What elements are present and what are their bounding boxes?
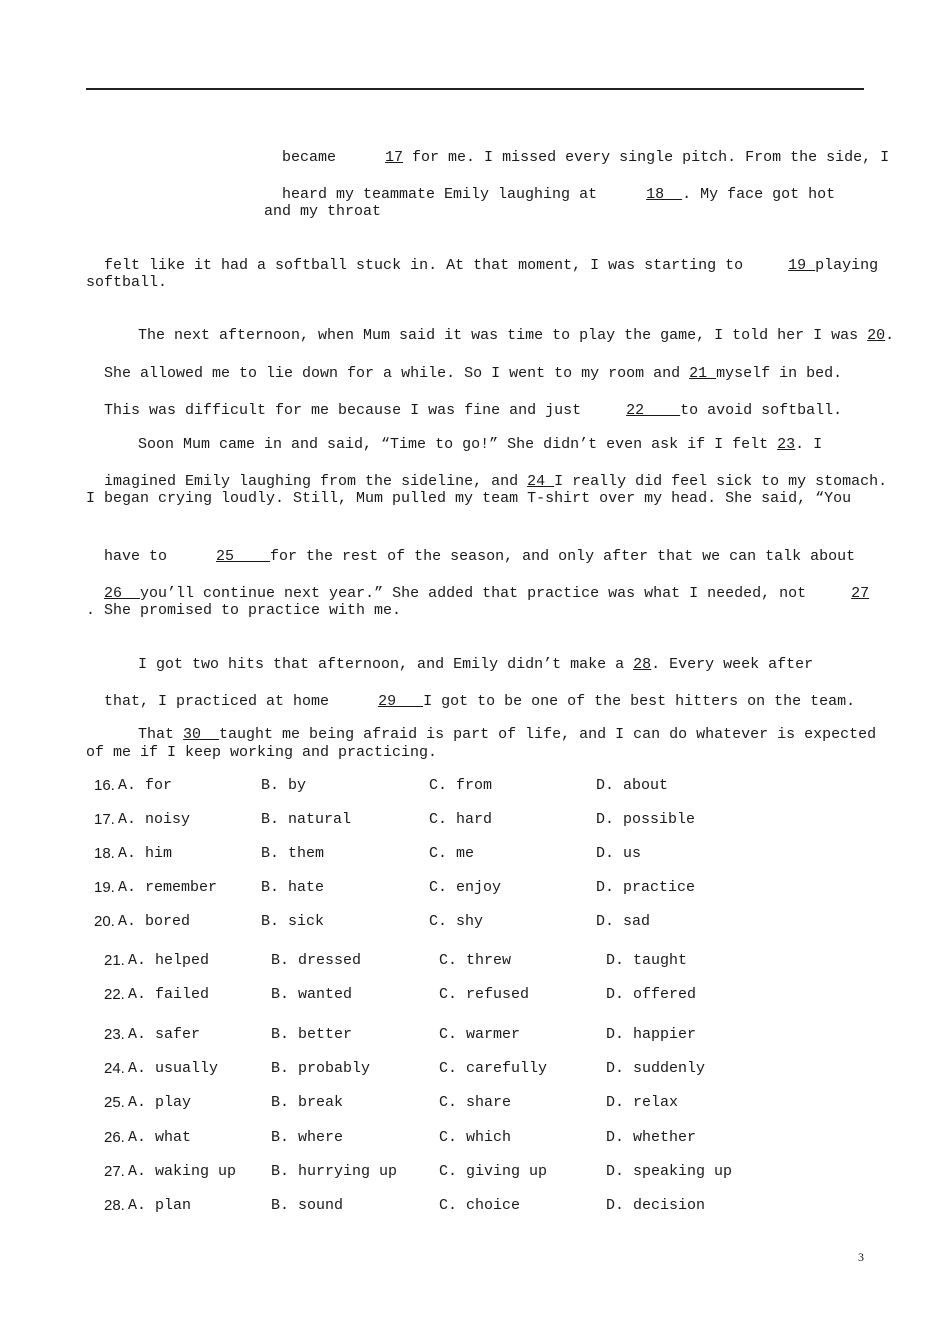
passage-line: heard my teammate Emily laughing at 18 . My face got hot (282, 186, 836, 203)
passage-line: imagined Emily laughing from the sideline, and 24 I really did feel sick to my stomach. (104, 473, 888, 490)
passage-line: She allowed me to lie down for a while. So I went to my room and 21 myself in bed. (104, 365, 843, 382)
passage-line: softball. (86, 274, 168, 291)
question-number: 21. (104, 952, 125, 969)
blank-19: 19 (788, 257, 816, 274)
option-c[interactable]: C. enjoy (429, 879, 502, 896)
option-b[interactable]: B. better (271, 1026, 353, 1043)
option-b[interactable]: B. break (271, 1094, 344, 1111)
option-a[interactable]: A. waking up (128, 1163, 237, 1180)
option-b[interactable]: B. hurrying up (271, 1163, 398, 1180)
option-d[interactable]: D. us (596, 845, 642, 862)
question-number: 19. (94, 879, 115, 896)
option-c[interactable]: C. shy (429, 913, 484, 930)
option-b[interactable]: B. dressed (271, 952, 362, 969)
blank-28: 28 (633, 656, 652, 673)
option-a[interactable]: A. what (128, 1129, 192, 1146)
option-b[interactable]: B. hate (261, 879, 325, 896)
option-b[interactable]: B. natural (261, 811, 352, 828)
blank-27: 27 (851, 585, 870, 602)
option-a[interactable]: A. safer (128, 1026, 201, 1043)
option-d[interactable]: D. suddenly (606, 1060, 706, 1077)
option-d[interactable]: D. sad (596, 913, 651, 930)
option-b[interactable]: B. wanted (271, 986, 353, 1003)
blank-30: 30 (183, 726, 220, 743)
option-a[interactable]: A. noisy (118, 811, 191, 828)
option-b[interactable]: B. probably (271, 1060, 371, 1077)
question-number: 16. (94, 777, 115, 794)
question-number: 17. (94, 811, 115, 828)
question-number: 28. (104, 1197, 125, 1214)
question-number: 27. (104, 1163, 125, 1180)
option-d[interactable]: D. relax (606, 1094, 679, 1111)
passage-line: That 30 taught me being afraid is part of life, and I can do whatever is expected (138, 726, 877, 743)
passage-line: Soon Mum came in and said, “Time to go!” She didn’t even ask if I felt 23. I (138, 436, 823, 453)
option-a[interactable]: A. for (118, 777, 173, 794)
option-d[interactable]: D. possible (596, 811, 696, 828)
option-b[interactable]: B. them (261, 845, 325, 862)
option-c[interactable]: C. refused (439, 986, 530, 1003)
question-number: 18. (94, 845, 115, 862)
header-rule (86, 88, 864, 90)
option-c[interactable]: C. from (429, 777, 493, 794)
blank-25: 25 (216, 548, 271, 565)
passage-line: This was difficult for me because I was fine and just 22 to avoid softball. (104, 402, 843, 419)
blank-21: 21 (689, 365, 717, 382)
option-c[interactable]: C. threw (439, 952, 512, 969)
option-d[interactable]: D. taught (606, 952, 688, 969)
passage-line: 26 you’ll continue next year.” She added that practice was what I needed, not 27 (104, 585, 870, 602)
blank-24: 24 (527, 473, 555, 490)
option-c[interactable]: C. choice (439, 1197, 521, 1214)
option-c[interactable]: C. me (429, 845, 475, 862)
option-d[interactable]: D. speaking up (606, 1163, 733, 1180)
option-d[interactable]: D. offered (606, 986, 697, 1003)
passage-line: felt like it had a softball stuck in. At that moment, I was starting to 19 playing (104, 257, 879, 274)
passage-line: that, I practiced at home 29 I got to be one of the best hitters on the team. (104, 693, 856, 710)
page-number: 3 (858, 1250, 864, 1264)
option-b[interactable]: B. sound (271, 1197, 344, 1214)
option-c[interactable]: C. hard (429, 811, 493, 828)
option-a[interactable]: A. him (118, 845, 173, 862)
blank-29: 29 (378, 693, 424, 710)
option-a[interactable]: A. failed (128, 986, 210, 1003)
passage-line: The next afternoon, when Mum said it was time to play the game, I told her I was 20. (138, 327, 895, 344)
question-number: 22. (104, 986, 125, 1003)
passage-line: I got two hits that afternoon, and Emily didn’t make a 28. Every week after (138, 656, 814, 673)
option-c[interactable]: C. warmer (439, 1026, 521, 1043)
passage-line: became 17 for me. I missed every single pitch. From the side, I (282, 149, 890, 166)
option-a[interactable]: A. bored (118, 913, 191, 930)
option-d[interactable]: D. decision (606, 1197, 706, 1214)
option-b[interactable]: B. by (261, 777, 307, 794)
blank-26: 26 (104, 585, 141, 602)
passage-line: of me if I keep working and practicing. (86, 744, 438, 761)
blank-17: 17 (385, 149, 404, 166)
blank-20: 20 (867, 327, 886, 344)
option-a[interactable]: A. remember (118, 879, 218, 896)
passage-line: I began crying loudly. Still, Mum pulled my team T-shirt over my head. She said, “You (86, 490, 852, 507)
passage-line: have to 25 for the rest of the season, and only after that we can talk about (104, 548, 856, 565)
passage-line: . She promised to practice with me. (86, 602, 402, 619)
question-number: 25. (104, 1094, 125, 1111)
question-number: 24. (104, 1060, 125, 1077)
option-c[interactable]: C. share (439, 1094, 512, 1111)
option-b[interactable]: B. where (271, 1129, 344, 1146)
question-number: 20. (94, 913, 115, 930)
option-c[interactable]: C. which (439, 1129, 512, 1146)
option-b[interactable]: B. sick (261, 913, 325, 930)
option-d[interactable]: D. practice (596, 879, 696, 896)
option-a[interactable]: A. helped (128, 952, 210, 969)
blank-18: 18 (646, 186, 683, 203)
option-a[interactable]: A. play (128, 1094, 192, 1111)
option-c[interactable]: C. giving up (439, 1163, 548, 1180)
blank-23: 23 (777, 436, 796, 453)
option-c[interactable]: C. carefully (439, 1060, 548, 1077)
option-a[interactable]: A. usually (128, 1060, 219, 1077)
option-a[interactable]: A. plan (128, 1197, 192, 1214)
option-d[interactable]: D. about (596, 777, 669, 794)
question-number: 26. (104, 1129, 125, 1146)
question-number: 23. (104, 1026, 125, 1043)
passage-line: and my throat (264, 203, 382, 220)
option-d[interactable]: D. whether (606, 1129, 697, 1146)
option-d[interactable]: D. happier (606, 1026, 697, 1043)
blank-22: 22 (626, 402, 681, 419)
